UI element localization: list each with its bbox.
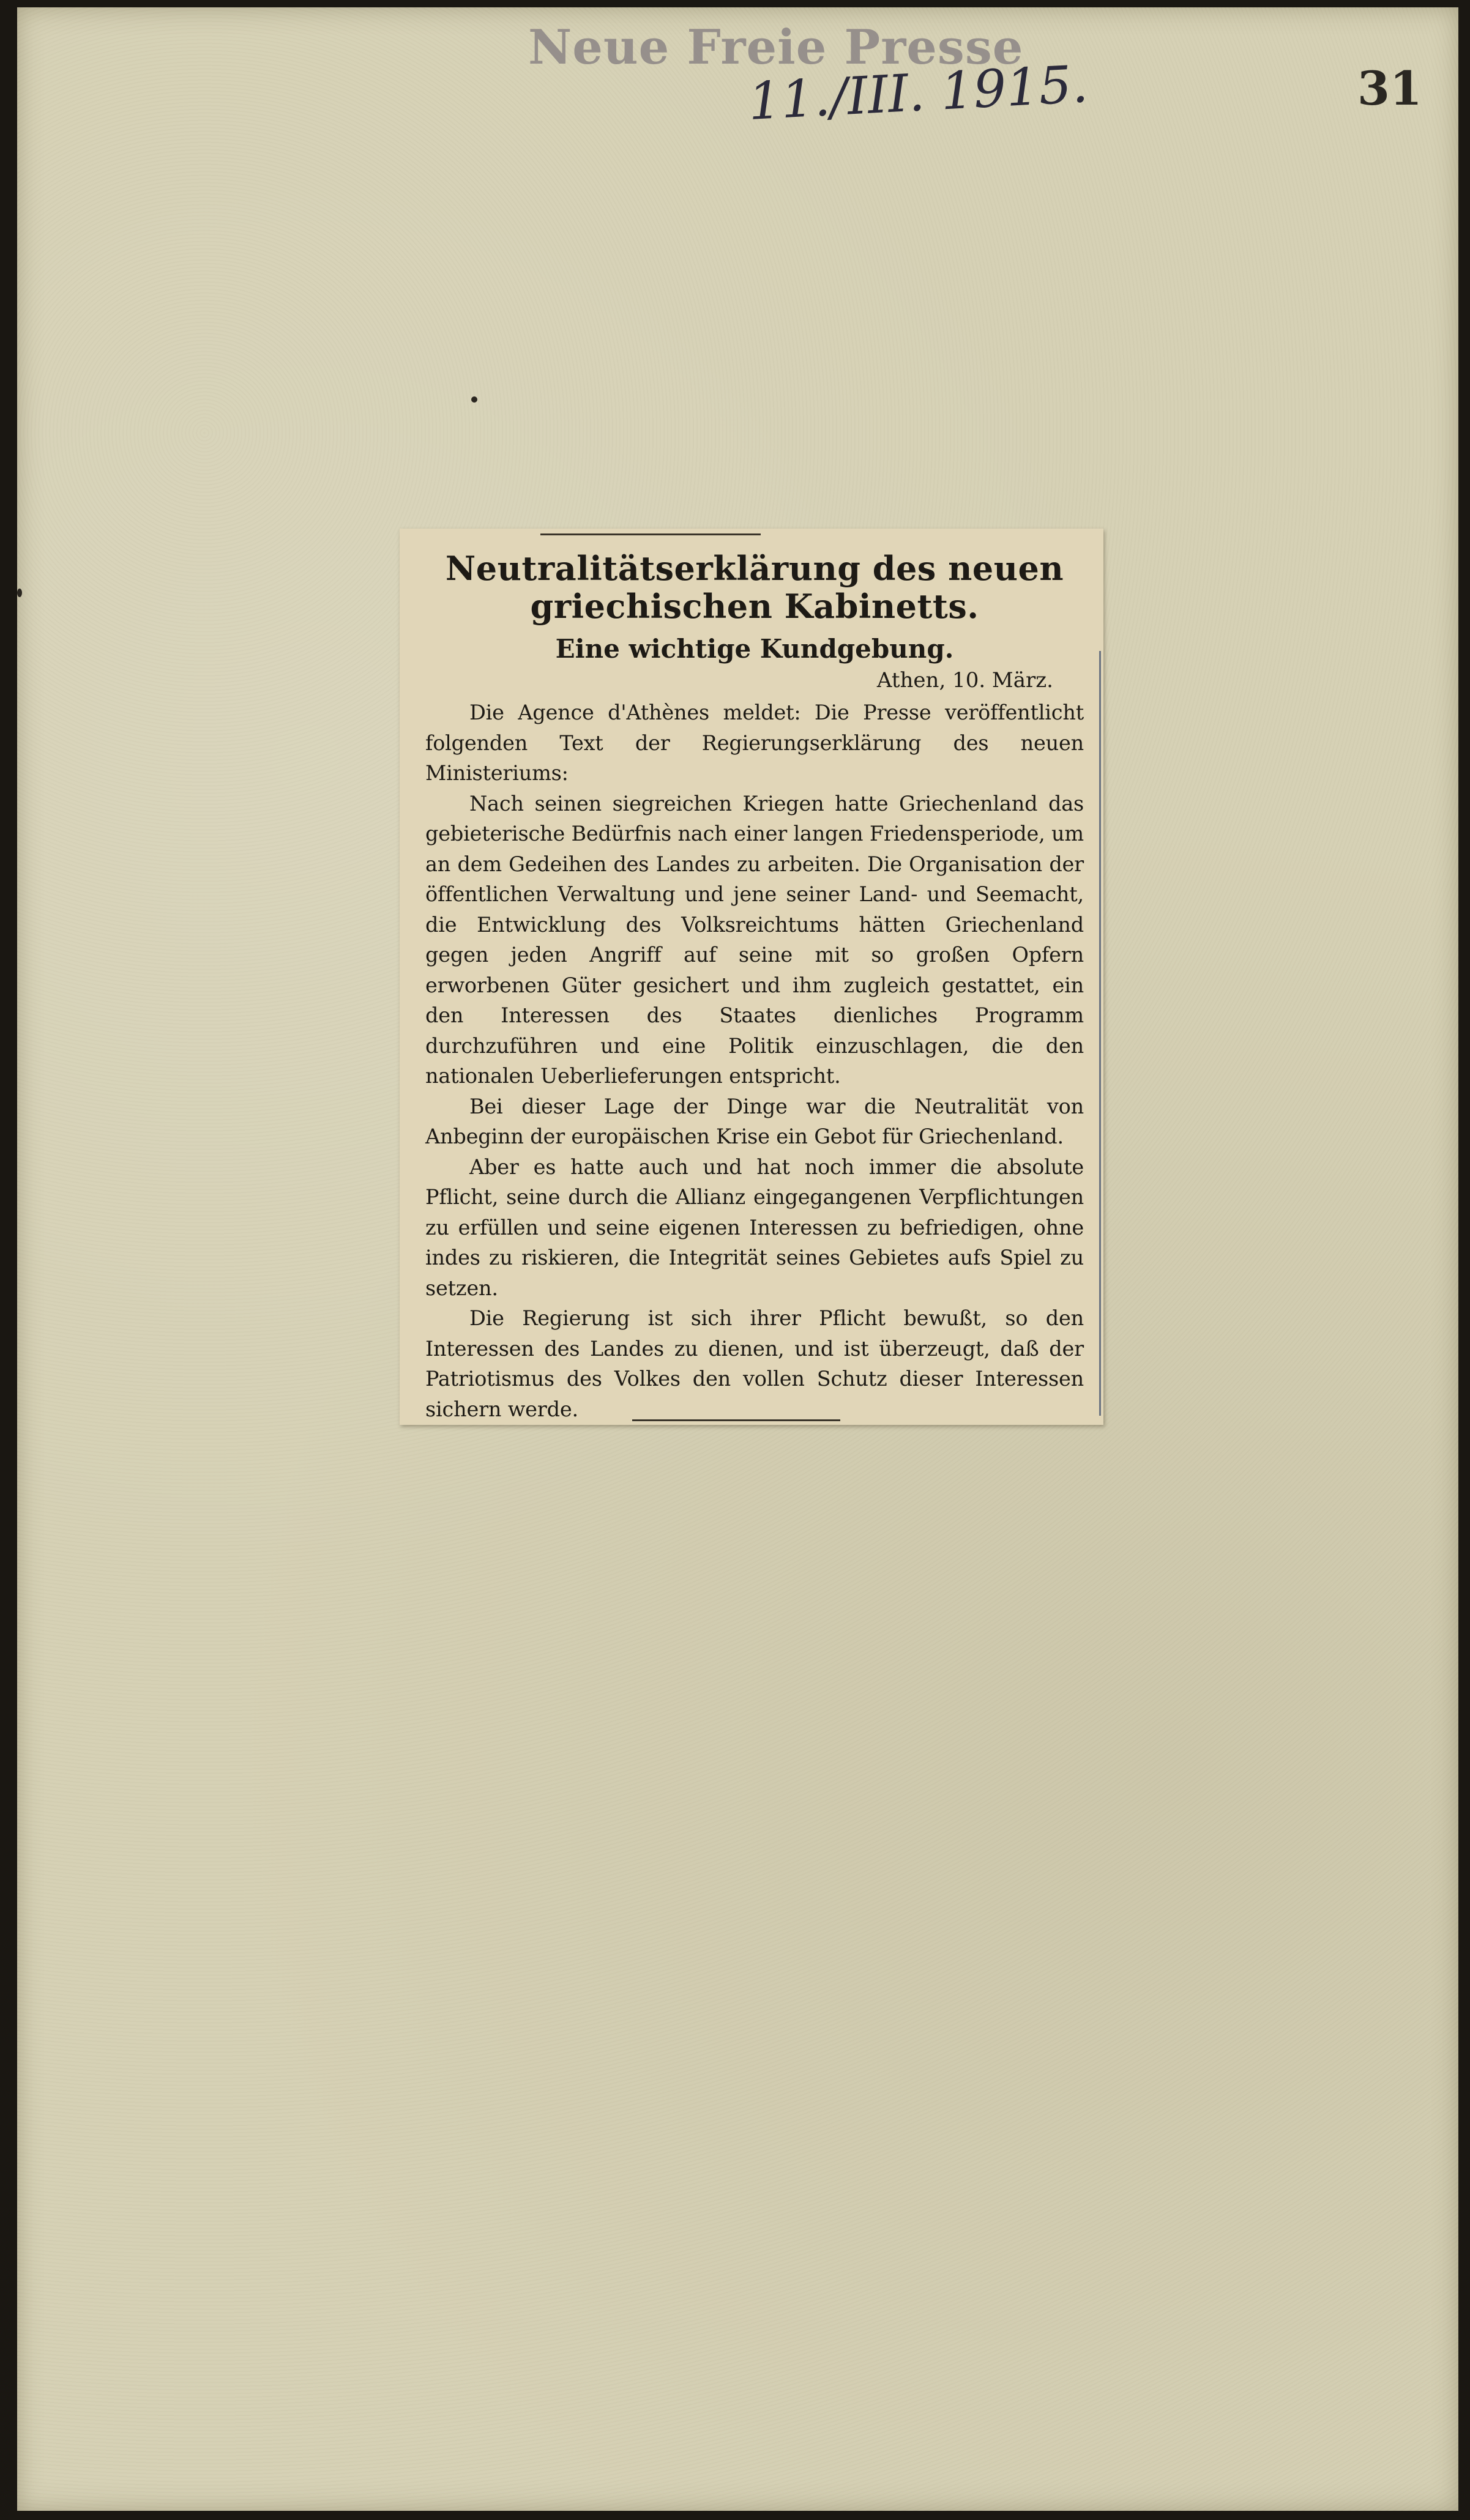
clipping-top-rule xyxy=(540,533,761,535)
clipping-bottom-rule xyxy=(632,1419,840,1421)
article-paragraph: Bei dieser Lage der Dinge war die Neutralität von Anbeginn der europäischen Krise ein Gebot für Griechenland. xyxy=(425,1094,1084,1148)
page-number: 31 xyxy=(1357,61,1422,116)
article-paragraph: Aber es hatte auch und hat noch immer die absolute Pflicht, seine durch die Allianz eingegangenen Verpflichtungen zu erfüllen und seine eigenen Interessen zu befriedigen, ohne indes zu riskieren, die Integrität seines Gebietes aufs Spiel zu setzen. xyxy=(425,1154,1084,1300)
paper-speck xyxy=(17,589,22,597)
article-headline: Neutralitätserklärung des neuen griechischen Kabinetts. xyxy=(445,549,1064,626)
newspaper-stamp: Neue Freie Presse xyxy=(528,20,1024,75)
article-paragraph: Die Agence d'Athènes meldet: Die Presse veröffentlicht folgenden Text der Regierungserklärung des neuen Ministeriums: xyxy=(425,701,1084,785)
newspaper-clipping xyxy=(400,529,1103,1425)
article-paragraph: Die Regierung ist sich ihrer Pflicht bewußt, so den Interessen des Landes zu dienen, und ist überzeugt, daß der Patriotismus des Volkes den vollen Schutz dieser Interessen sichern werde. xyxy=(425,1306,1084,1421)
article-paragraph: Nach seinen siegreichen Kriegen hatte Griechenland das gebieterische Bedürfnis nach einer langen Friedensperiode, um an dem Gedeihen des Landes zu arbeiten. Die Organisation der öffentlichen Verwaltung und jene seiner Land- und Seemacht, die Entwicklung des Volksreichtums hätten Griechenland gegen jeden Angriff auf seine mit so großen Opfern erworbenen Güter gesichert und ihm zugleich gestattet, ein den Interessen des Staates dienliches Programm durchzuführen und eine Politik einzuschlagen, die den nationalen Ueberlieferungen entspricht. xyxy=(425,791,1084,1088)
clipping-edge-line xyxy=(1099,651,1101,1416)
archive-sheet xyxy=(17,7,1458,2511)
handwritten-date: 11./III. 1915. xyxy=(747,54,1090,132)
article-subheadline: Eine wichtige Kundgebung. xyxy=(555,634,954,664)
paper-speck xyxy=(471,396,477,403)
article-dateline: Athen, 10. März. xyxy=(876,668,1053,693)
